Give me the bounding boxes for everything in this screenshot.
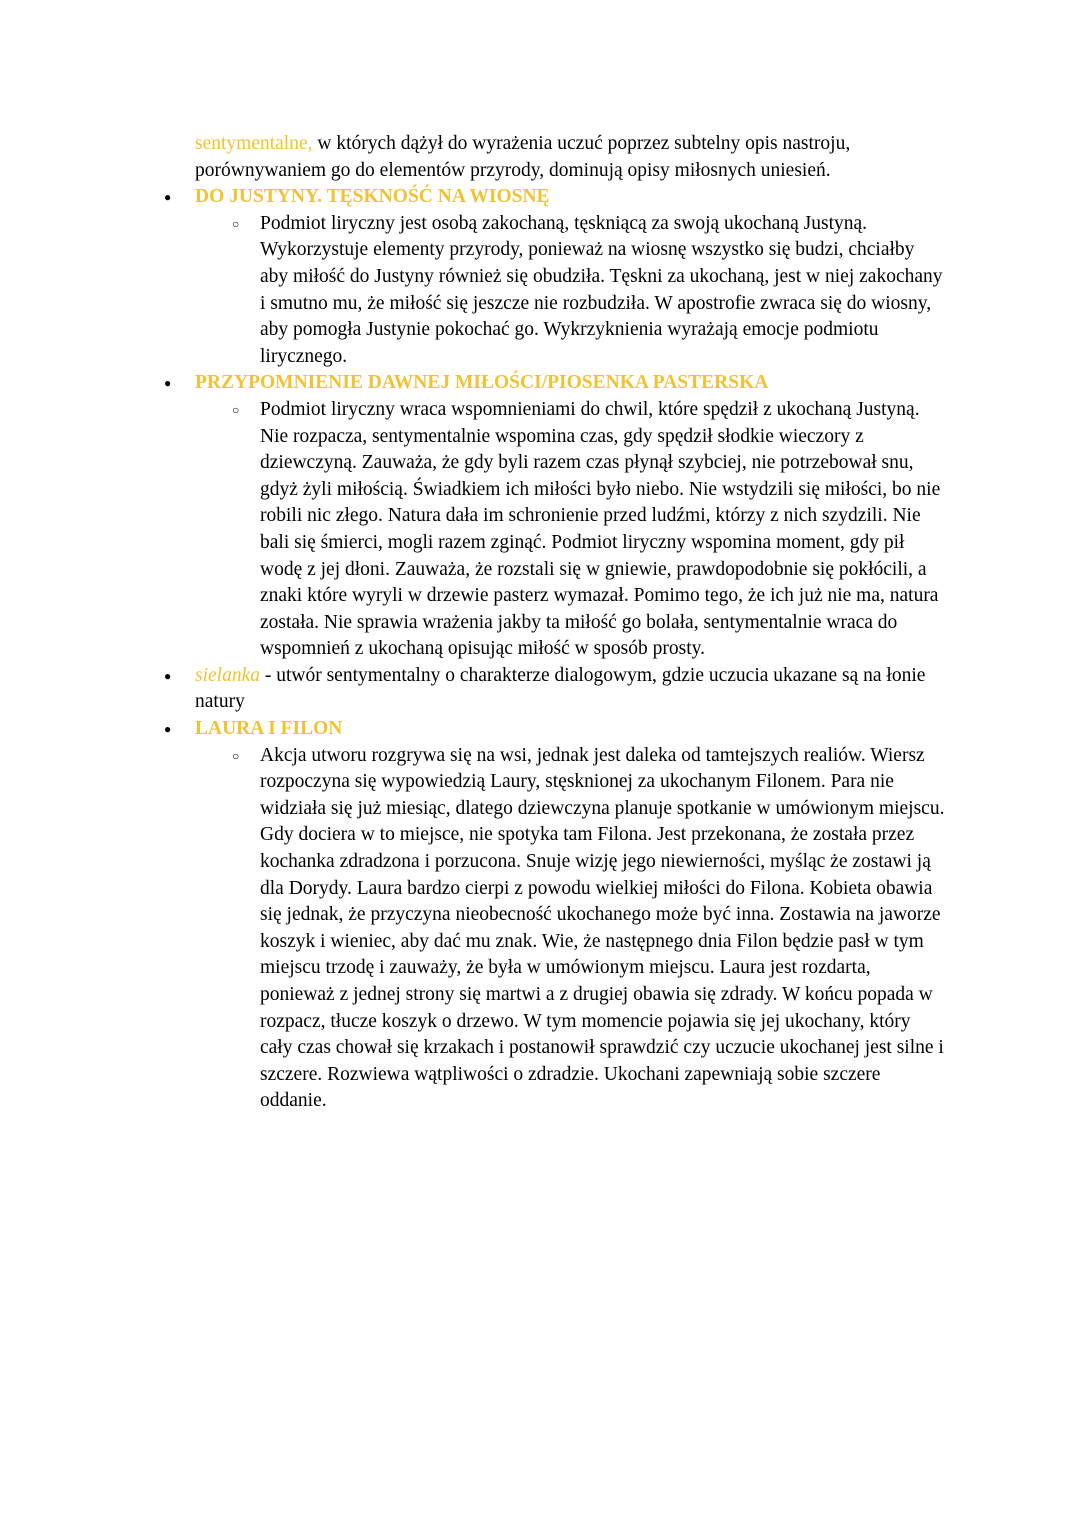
bullet-filled-icon: ● <box>164 668 172 683</box>
definition-term: sielanka <box>195 664 260 686</box>
list-item-section2-paragraph <box>232 397 947 663</box>
list-item-section3-heading <box>164 716 947 743</box>
section3-heading: LAURA I FILON <box>195 718 343 740</box>
list-item-section1-heading <box>164 184 947 211</box>
bullet-hollow-icon: ○ <box>232 402 240 417</box>
intro-highlight: sentymentalne, <box>195 133 313 154</box>
list-item-section2-heading <box>164 370 947 397</box>
section2-paragraph: Podmiot liryczny wraca wspomnieniami do chwil, które spędził z ukochaną Justyną. Nie rozpacza, sentymentalnie wspomina czas, gdy spędził słodkie wieczory z dziewczyną. Zauważa, że gdy byli razem czas płynął szybciej, nie potrzebował snu, gdyż żyli miłością. Świadkiem ich miłości było niebo. Nie wstydzili się miłości, bo nie robili nic złego. Natura dała im schronienie przed ludźmi, którzy z nich szydzili. Nie bali się śmierci, mogli razem zginąć. Podmiot liryczny wspomina moment, gdy pił wodę z jej dłoni. Zauważa, że rozstali się w gniewie, prawdopodobnie się pokłócili, a znaki które wyryli w drzewie pasterz wymazał. Pomimo tego, że ich już nie ma, natura została. Nie sprawia wrażenia jakby ta miłość go bolała, sentymentalnie wraca do wspomnień z ukochaną opisując miłość w sposób prosty. <box>260 398 941 660</box>
section3-paragraph: Akcja utworu rozgrywa się na wsi, jednak jest daleka od tamtejszych realiów. Wiersz rozpoczyna się wypowiedzią Laury, stęsknionej za ukochanym Filonem. Para nie widziała się już miesiąc, dlatego dziewczyna planuje spotkanie w umówionym miejscu. Gdy dociera w to miejsce, nie spotyka tam Filona. Jest przekonana, że została przez kochanka zdradzona i porzucona. Snuje wizję jego niewierności, myśląc że zostawi ją dla Dorydy. Laura bardzo cierpi z powodu wielkiej miłości do Filona. Kobieta obawia się jednak, że przyczyna nieobecność ukochanego może być inna. Zostawia na jaworze koszyk i wieniec, aby dać mu znak. Wie, że następnego dnia Filon będzie pasł w tym miejscu trzodę i zauważy, że była w umówionym miejscu. Laura jest rozdarta, ponieważ z jednej strony się martwi a z drugiej obawia się zdrady. W końcu popada w rozpacz, tłucze koszyk o drzewo. W tym momencie pojawia się jej ukochany, który cały czas chował się krzakach i postanowił sprawdzić czy uczucie ukochanej jest silne i szczere. Rozwiewa wątpliwości o zdradzie. Ukochani zapewniają sobie szczere oddanie. <box>260 744 945 1112</box>
document-content <box>164 131 947 1115</box>
bullet-filled-icon: ● <box>164 190 172 205</box>
list-item-definition <box>164 663 947 716</box>
intro-paragraph <box>195 131 947 184</box>
section1-paragraph: Podmiot liryczny jest osobą zakochaną, tęskniącą za swoją ukochaną Justyną. Wykorzystuje elementy przyrody, ponieważ na wiosnę wszystko się budzi, chciałby aby miłość do Justyny również się obudziła. Tęskni za ukochaną, jest w niej zakochany i smutno mu, że miłość się jeszcze nie rozbudziła. W apostrofie zwraca się do wiosny, aby pomogła Justynie pokochać go. Wykrzyknienia wyrażają emocje podmiotu lirycznego. <box>260 212 943 367</box>
bullet-filled-icon: ● <box>164 376 172 391</box>
definition-text: - utwór sentymentalny o charakterze dialogowym, gdzie uczucia ukazane są na łonie natury <box>195 664 926 713</box>
list-item-section3-paragraph <box>232 743 947 1115</box>
intro-text: w których dążył do wyrażenia uczuć poprzez subtelny opis nastroju, porównywaniem go do elementów przyrody, dominują opisy miłosnych uniesień. <box>195 133 851 181</box>
list-item-section1-paragraph <box>232 211 947 371</box>
section1-heading: DO JUSTYNY. TĘSKNOŚĆ NA WIOSNĘ <box>195 186 550 208</box>
bullet-hollow-icon: ○ <box>232 748 240 763</box>
section2-heading: PRZYPOMNIENIE DAWNEJ MIŁOŚCI/PIOSENKA PASTERSKA <box>195 372 769 394</box>
bullet-hollow-icon: ○ <box>232 216 240 231</box>
definition-paragraph <box>195 663 947 716</box>
bullet-filled-icon: ● <box>164 722 172 737</box>
